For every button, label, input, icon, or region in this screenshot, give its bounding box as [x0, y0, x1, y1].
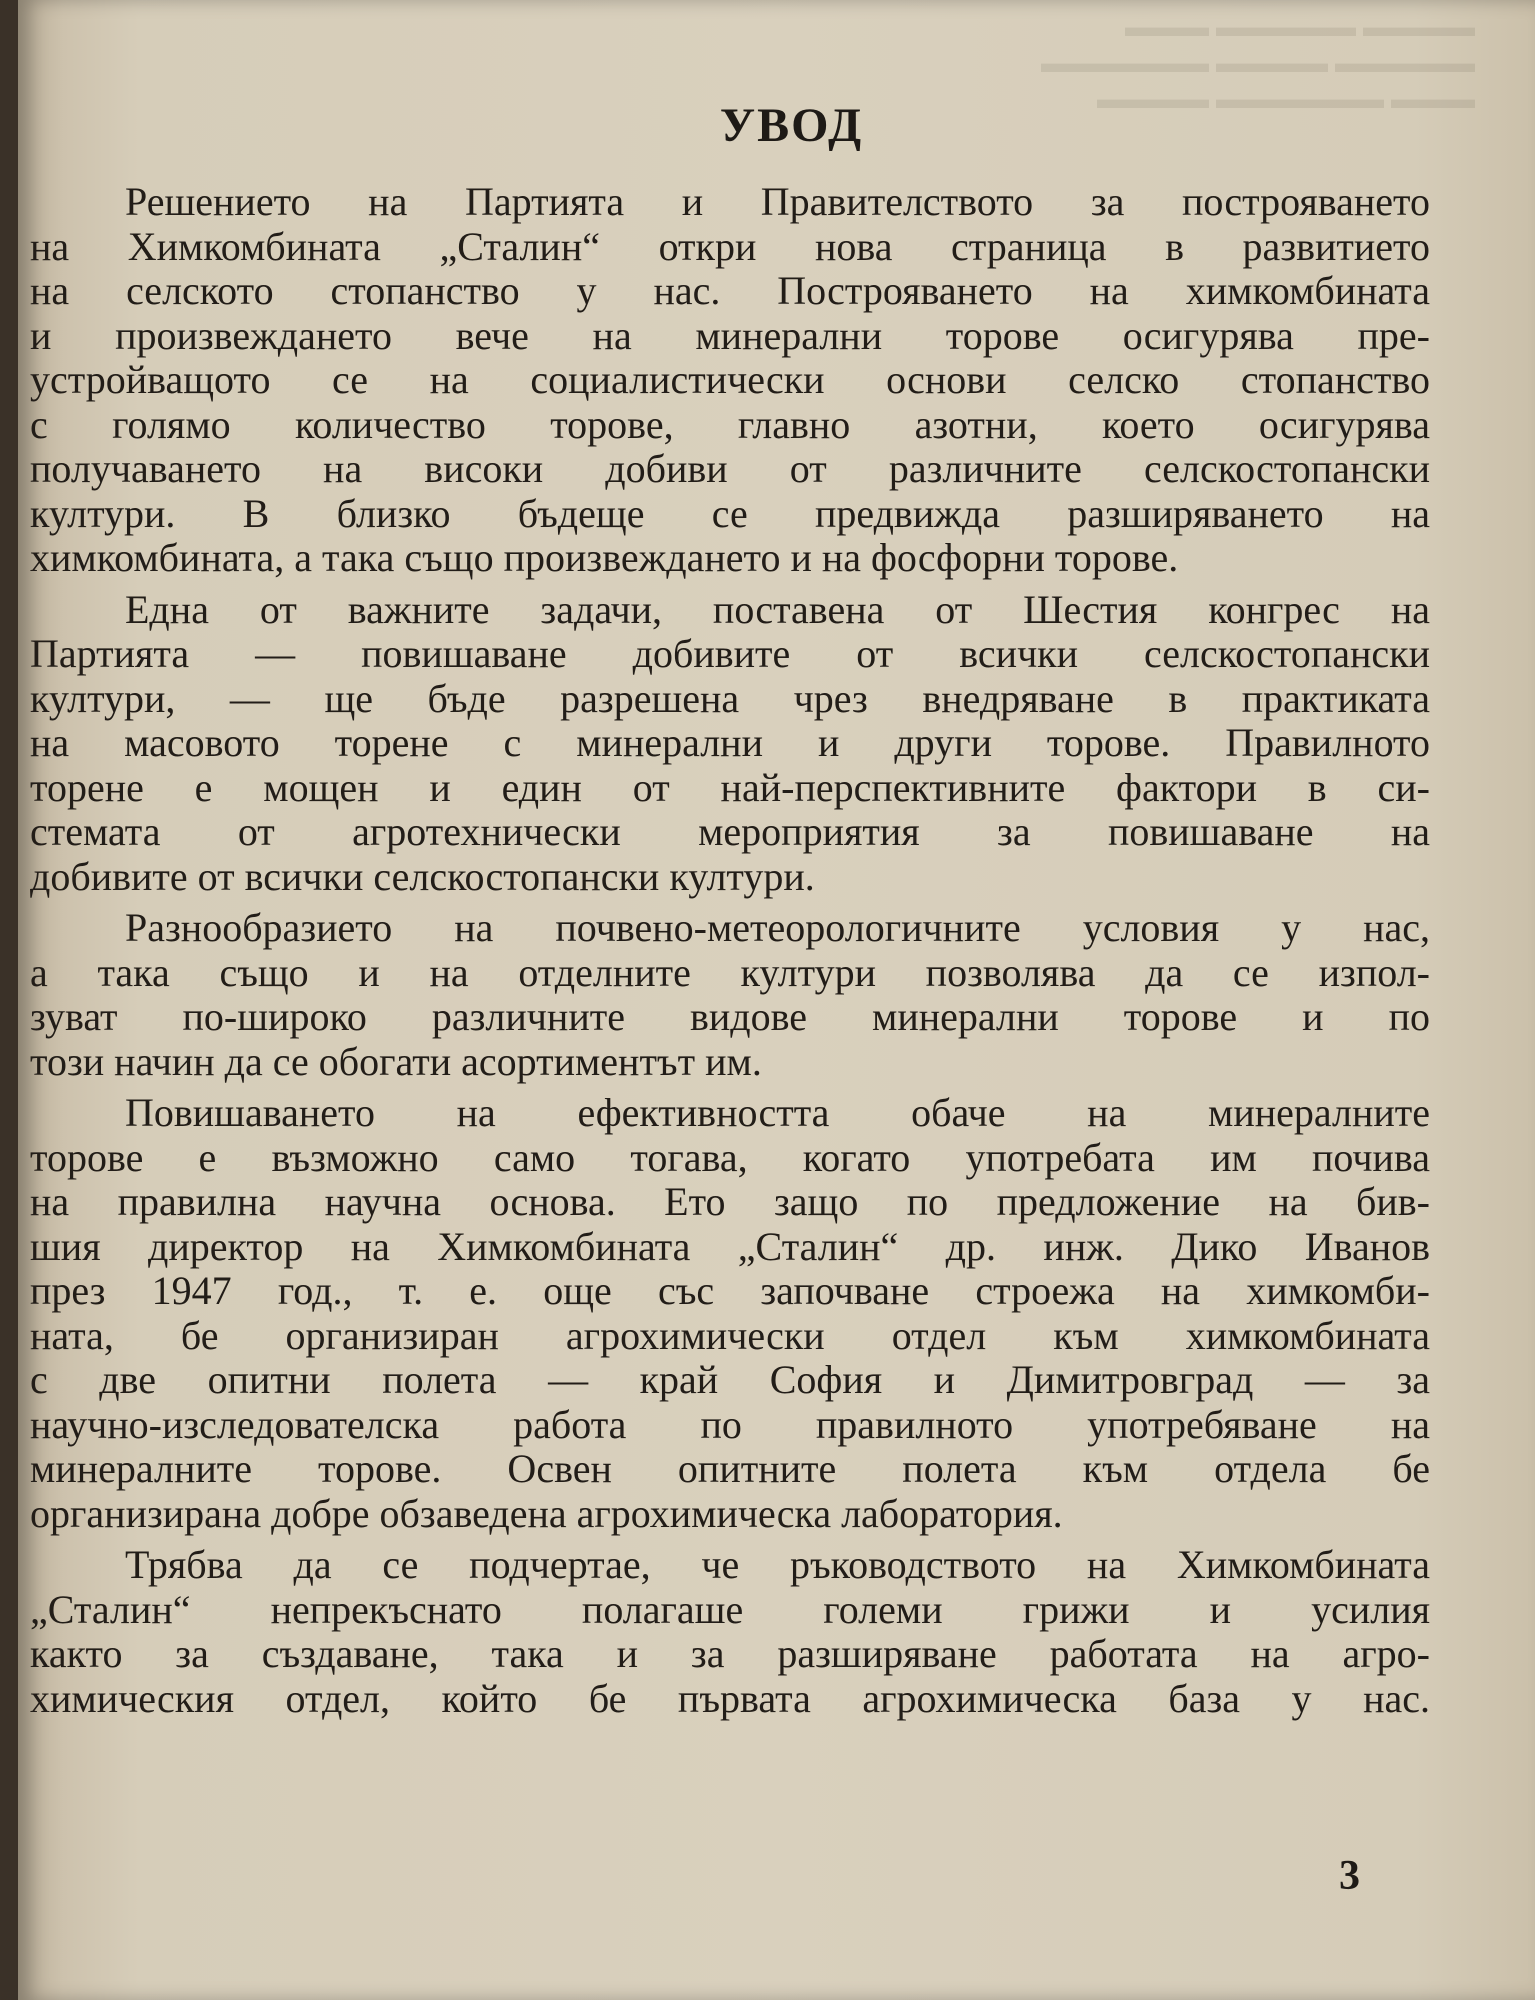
text-line: на масовото торене с минерални и други торове. Правилното [30, 720, 1430, 765]
text-line: стемата от агротехнически мероприятия за повишаване на [30, 809, 1430, 854]
text-line: Партията — повишаване добивите от всички селскостопански [30, 631, 1430, 676]
text-line: Една от важните задачи, поставена от Шестия конгрес на [125, 586, 1430, 632]
text-line: торове е възможно само тогава, когато употребата им почива [30, 1134, 1430, 1180]
page-number: 3 [1339, 1853, 1360, 1899]
text-line: на Химкомбината „Сталин“ откри нова страница в развитието [30, 223, 1430, 269]
text-line: шия директор на Химкомбината „Сталин“ др. инж. Дико Иванов [30, 1223, 1430, 1269]
text-line: Разнообразието на почвено-метеорологичните условия у нас, [125, 905, 1430, 950]
chapter-title: УВОД [719, 99, 864, 152]
body-text [30, 180, 1430, 1728]
paragraph [30, 906, 1430, 1084]
book-page [18, 0, 1535, 2000]
paragraph [30, 1091, 1430, 1536]
text-line: организирана добре обзаведена агрохимическа лаборатория. [30, 1490, 1063, 1536]
text-line: на правилна научна основа. Ето защо по предложение на бив- [30, 1179, 1430, 1224]
text-line: получаването на високи добиви от различните селскостопански [30, 446, 1430, 491]
text-line: научно-изследователска работа по правилното употребяване на [30, 1401, 1430, 1447]
paragraph [30, 180, 1430, 581]
text-line: „Сталин“ непрекъснато полагаше големи грижи и усилия [30, 1586, 1430, 1632]
text-line: зуват по-широко различните видове минерални торове и по [30, 994, 1430, 1039]
text-line: с голямо количество торове, главно азотни, което осигурява [30, 401, 1430, 447]
text-line: химическия отдел, който бе първата агрохимическа база у нас. [30, 1675, 1430, 1721]
text-line: както за създаване, така и за разширяване работата на агро- [30, 1631, 1430, 1676]
text-line: на селското стопанство у нас. Построяването на химкомбината [30, 268, 1430, 313]
text-line: минералните торове. Освен опитните полета към отдела бе [30, 1446, 1430, 1491]
text-line: с две опитни полета — край София и Димитровград — за [30, 1357, 1430, 1402]
text-line: добивите от всички селскостопански култури. [30, 853, 815, 899]
text-line: този начин да се обогати асортиментът им. [30, 1038, 762, 1084]
text-line: през 1947 год., т. е. още със започване строежа на химкомби- [30, 1268, 1430, 1313]
text-line: ната, бе организиран агрохимически отдел към химкомбината [30, 1312, 1430, 1358]
paragraph [30, 588, 1430, 900]
text-line: Решението на Партията и Правителството за построяването [125, 179, 1430, 224]
text-line: а така също и на отделните култури позволява да се изпол- [30, 949, 1430, 995]
paragraph [30, 1543, 1430, 1721]
text-line: култури. В близко бъдеще се предвижда разширяването на [30, 490, 1430, 536]
text-line: Трябва да се подчертае, че ръководството на Химкомбината [125, 1542, 1430, 1587]
text-line: и произвеждането вече на минерални торове осигурява пре- [30, 312, 1430, 358]
show-through-text: ▬▬▬▬ ▬▬▬▬▬ ▬▬▬ ▬▬▬▬▬ ▬▬▬▬ ▬▬▬▬▬▬ ▬▬▬ ▬▬▬▬▬▬ ▬▬▬▬ [1041, 12, 1475, 115]
text-line: химкомбината, а така също произвеждането и на фосфорни торове. [30, 535, 1179, 580]
text-line: торене е мощен и един от най-перспективните фактори в си- [30, 764, 1430, 810]
text-line: култури, — ще бъде разрешена чрез внедряване в практиката [30, 675, 1430, 721]
text-line: устройващото се на социалистически основи селско стопанство [30, 357, 1430, 402]
text-line: Повишаването на ефективността обаче на минералните [125, 1090, 1430, 1135]
